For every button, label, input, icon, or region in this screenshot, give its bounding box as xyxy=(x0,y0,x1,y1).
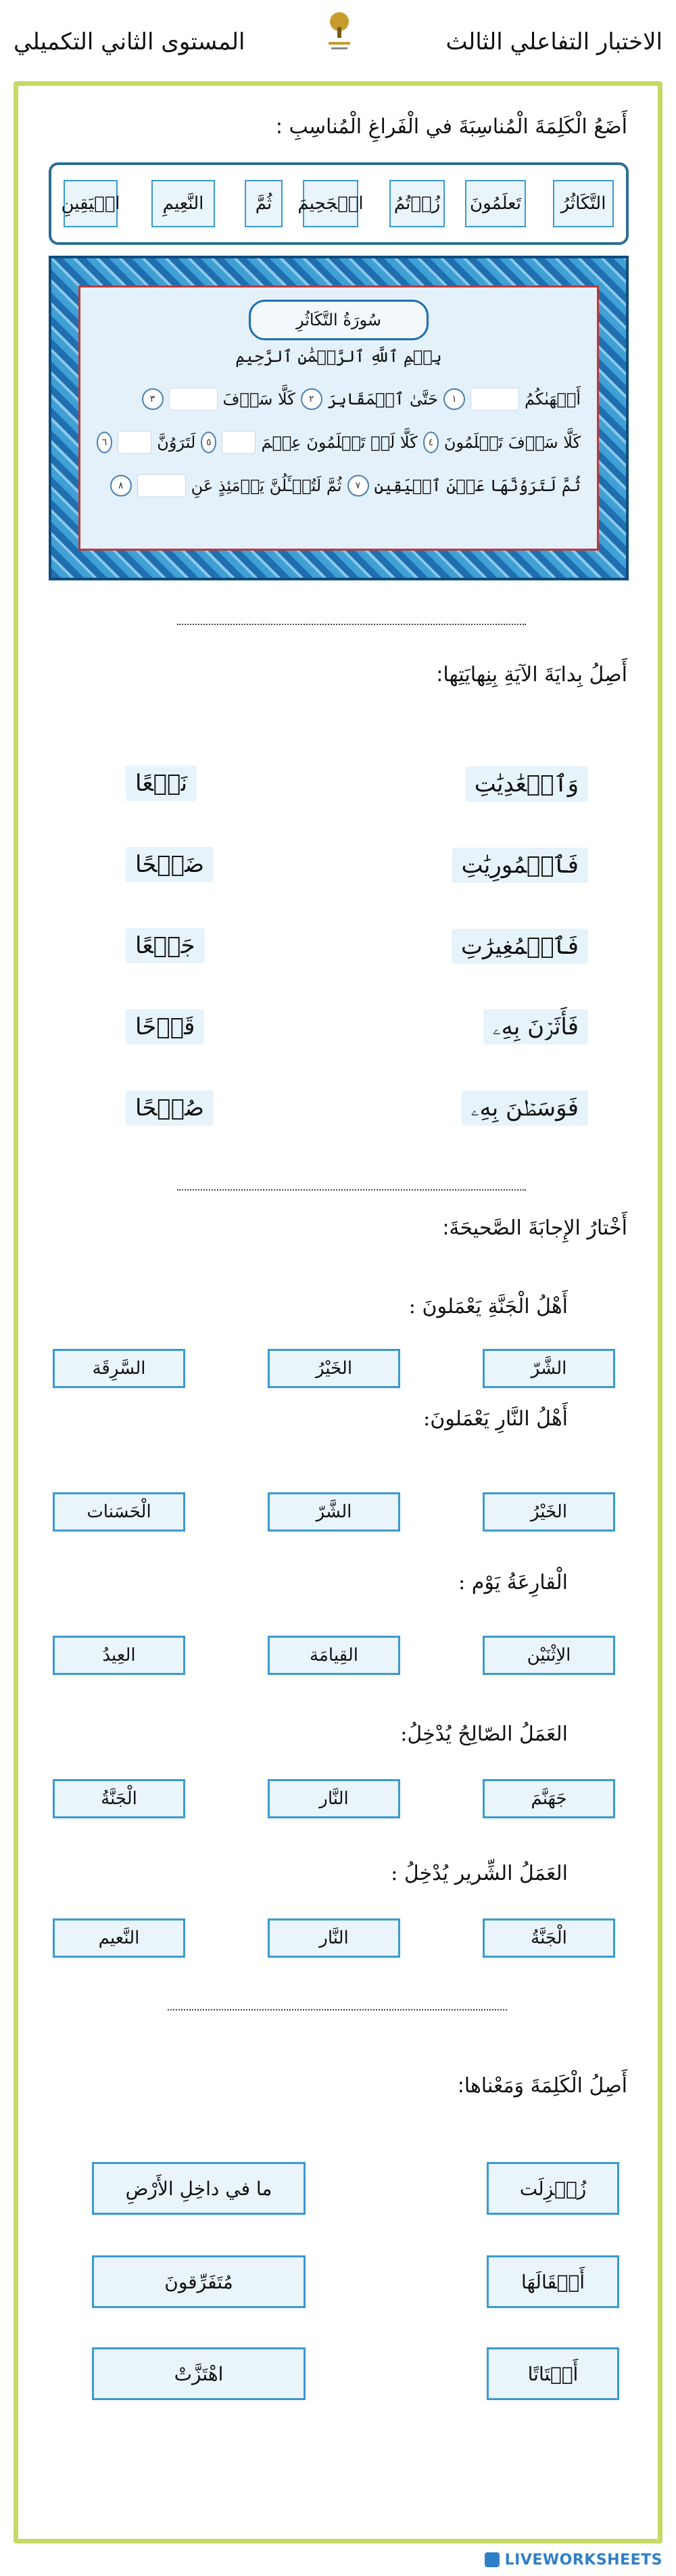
question-text: أَهْلُ النَّارِ يَعْمَلونَ: xyxy=(423,1407,568,1431)
answer-option[interactable]: الشَّرّ xyxy=(268,1492,400,1532)
school-logo-icon xyxy=(326,7,353,54)
section1-title: أَضَعُ الْكَلِمَةَ الْمُناسِبَةَ في الْفَراغِ الْمُناسِبِ : xyxy=(275,115,627,139)
verse-start[interactable]: فَٱلۡمُغِيرَٰتِ xyxy=(452,932,588,960)
meaning-box[interactable]: ما في داخِلِ الأَرْضِ xyxy=(92,2162,306,2215)
divider xyxy=(177,624,526,625)
word-chip[interactable]: الۡيَقِينِ xyxy=(64,180,118,227)
meaning-box[interactable]: اهْتَزَّتْ xyxy=(92,2347,306,2400)
answer-option[interactable]: الْجَنَّةُ xyxy=(483,1918,615,1958)
verse-text: أَلۡهَىٰكُمُ xyxy=(524,390,581,409)
surah-title: سُورَةُ التَّكَاثُرِ xyxy=(249,300,429,340)
meaning-box[interactable]: مُتَفَرِّقونَ xyxy=(92,2255,306,2308)
word-chip[interactable]: تَعلَمُونَ xyxy=(465,180,526,227)
verse-start[interactable]: وَٱلۡعَٰدِيَٰتِ xyxy=(465,770,588,798)
word-box[interactable]: أَثۡقَالَهَا xyxy=(487,2255,619,2308)
verse-end[interactable]: ضَبۡحًا xyxy=(126,851,214,878)
verse-number: ٥ xyxy=(201,432,216,453)
answer-option[interactable]: الْجَنَّةُ xyxy=(53,1779,185,1818)
verse-line-2 xyxy=(97,431,581,454)
verse-text: كَلَّا سَوۡفَ xyxy=(222,390,295,409)
answer-option[interactable]: العِيدُ xyxy=(53,1636,185,1675)
answer-option[interactable]: الخَيْرُ xyxy=(483,1492,615,1532)
divider xyxy=(177,1189,526,1191)
answer-option[interactable]: النَّعيم xyxy=(53,1918,185,1958)
answer-option[interactable]: جَهَنَّمَ xyxy=(483,1779,615,1818)
word-chip[interactable]: الۡجَحِيمَ xyxy=(303,180,358,227)
verse-line-1 xyxy=(97,388,581,411)
answer-blank[interactable] xyxy=(222,431,256,454)
answer-blank[interactable] xyxy=(137,474,186,497)
verse-start[interactable]: فَأَثَرۡنَ بِهِۦ xyxy=(483,1013,588,1040)
question-text: أَهْلُ الْجَنَّةِ يَعْمَلونَ : xyxy=(408,1295,568,1318)
verse-text: ثُمَّ لَتَرَوُنَّهَا عَيۡنَ ٱلۡيَقِينِ xyxy=(374,476,581,495)
answer-option[interactable]: القِيامَة xyxy=(268,1636,400,1675)
divider xyxy=(168,2009,507,2010)
answer-blank[interactable] xyxy=(118,431,151,454)
verse-number: ٨ xyxy=(110,475,132,497)
verse-text: ٱلۡمَقَابِرَ xyxy=(327,390,404,409)
word-box[interactable]: أَشۡتَاتًا xyxy=(487,2347,619,2400)
verse-number: ٣ xyxy=(142,388,164,410)
word-chip[interactable]: التَّكَاثُرُ xyxy=(553,180,614,227)
word-chip[interactable]: زُرۡتُمُ xyxy=(389,180,445,227)
basmala: بِسۡمِ ٱللَّهِ ٱلرَّحۡمَٰنِ ٱلرَّحِيمِ xyxy=(235,347,442,366)
verse-start[interactable]: فَٱلۡمُورِيَٰتِ xyxy=(452,851,588,879)
verse-end[interactable]: صُبۡحًا xyxy=(126,1095,214,1122)
answer-blank[interactable] xyxy=(470,388,519,411)
verse-line-3 xyxy=(97,474,581,497)
verse-start[interactable]: فَوَسَطۡنَ بِهِۦ xyxy=(462,1095,588,1122)
header-right-title: الاختبار التفاعلي الثالث xyxy=(445,28,662,55)
verse-number: ٦ xyxy=(97,432,112,453)
answer-option[interactable]: الشَّرّ xyxy=(483,1349,615,1388)
surah-panel xyxy=(49,256,629,580)
word-box[interactable]: زُلۡزِلَت xyxy=(487,2162,619,2215)
verse-number: ٧ xyxy=(347,475,369,497)
verse-number: ١ xyxy=(443,388,465,410)
section4-title: أَصِلُ الْكَلِمَةَ وَمَعْناها: xyxy=(457,2074,627,2098)
brand-footer[interactable] xyxy=(485,2548,662,2572)
section2-title: أَصِلُ بِدايَةَ الآيَةِ بِنِهايَتِها: xyxy=(436,663,627,687)
word-chip[interactable]: النَّعِيمِ xyxy=(151,180,215,227)
word-bank xyxy=(49,162,629,245)
verse-end[interactable]: قَدۡحًا xyxy=(126,1013,204,1040)
verse-end[interactable]: نَقۡعًا xyxy=(126,770,197,797)
answer-blank[interactable] xyxy=(169,388,218,411)
word-chip[interactable]: ثُمَّ xyxy=(245,180,283,227)
verse-text: حَتَّىٰ xyxy=(409,390,438,409)
question-text: العَمَلُ الصّالِحُ يُدْخِلُ: xyxy=(400,1722,568,1746)
answer-option[interactable]: الخَيْرُ xyxy=(268,1349,400,1388)
verse-text: ثُمَّ لَتُسۡـَٔلُنَّ يَوۡمَئِذٍ عَنِ xyxy=(191,476,342,495)
verse-end[interactable]: جَمۡعًا xyxy=(126,932,205,959)
brand-logo-icon xyxy=(485,2552,500,2567)
verse-text: كَلَّا لَوۡ تَعۡلَمُونَ عِلۡمَ xyxy=(261,433,418,452)
verse-text: لَتَرَوُنَّ xyxy=(157,433,196,452)
question-text: العَمَلُ الشِّرير يُدْخِلُ : xyxy=(391,1862,568,1885)
answer-option[interactable]: النَّار xyxy=(268,1918,400,1958)
surah-text-area xyxy=(78,285,599,551)
brand-name: LIVEWORKSHEETS xyxy=(504,2551,662,2569)
answer-option[interactable]: النَّار xyxy=(268,1779,400,1818)
answer-option[interactable]: السَّرِقَة xyxy=(53,1349,185,1388)
answer-option[interactable]: الْحَسَنات xyxy=(53,1492,185,1532)
question-text: الْقارِعَةُ يَوْم : xyxy=(458,1571,568,1594)
section3-title: أَخْتارُ الإِجابَةَ الصَّحيحَةَ: xyxy=(442,1216,627,1240)
answer-option[interactable]: الاِثْنَيْن xyxy=(483,1636,615,1675)
verse-number: ٢ xyxy=(301,388,322,410)
header-left-title: المستوى الثاني التكميلي xyxy=(14,28,245,55)
verse-number: ٤ xyxy=(423,432,439,453)
verse-text: كَلَّا سَوۡفَ تَعۡلَمُونَ xyxy=(443,433,581,452)
